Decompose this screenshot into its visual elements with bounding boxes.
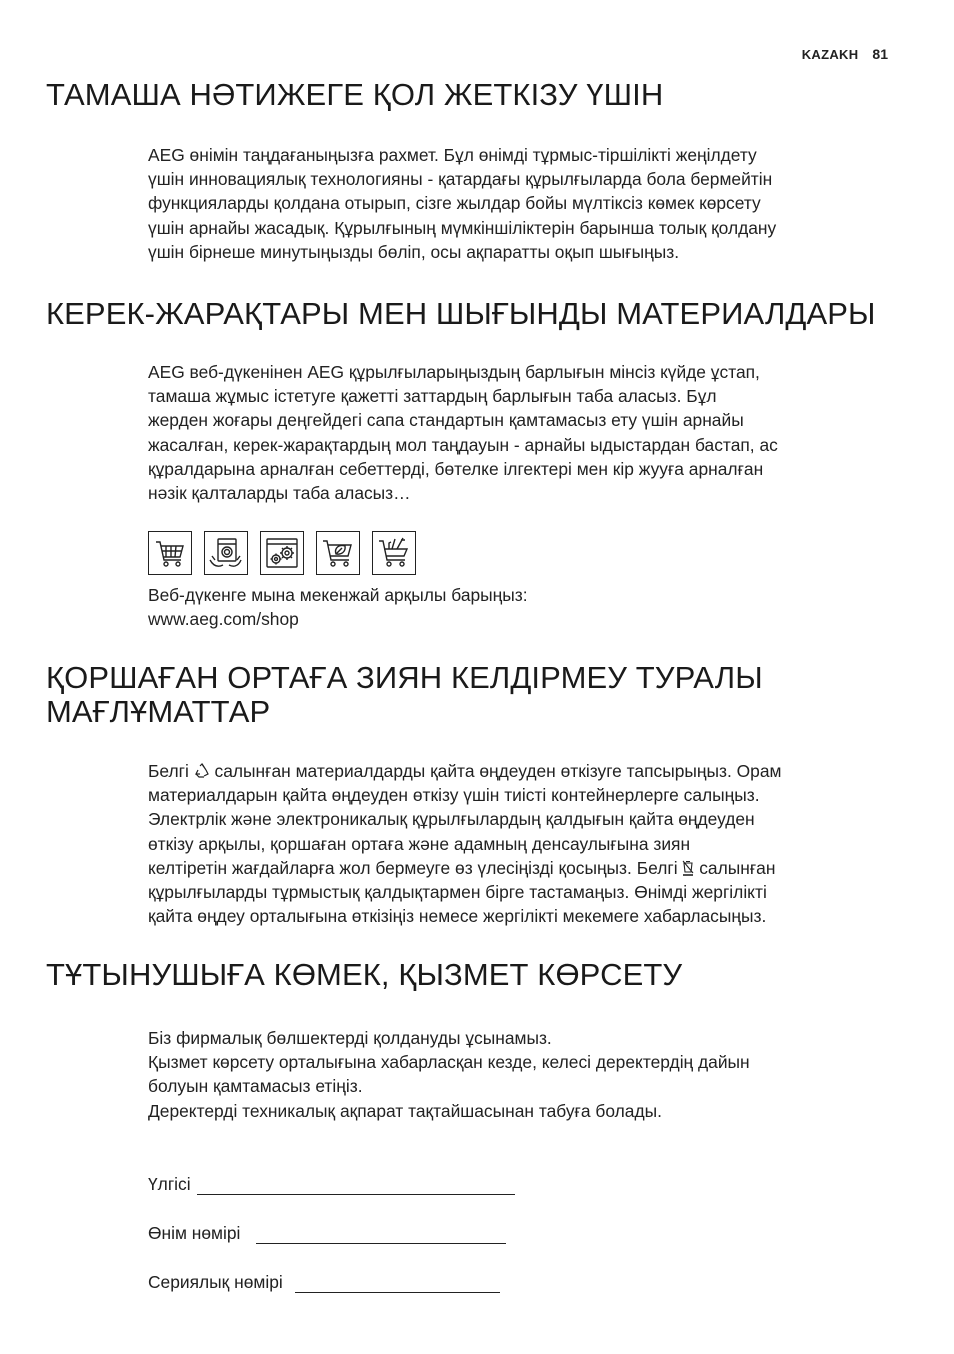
product-number-input-line[interactable] <box>256 1223 506 1244</box>
language-label: KAZAKH <box>801 47 859 62</box>
product-number-field <box>148 1223 506 1244</box>
text-line: келтіретін жағдайларға жол бермеуге өз үлесіңізді қосыңыз. Белгі салынған <box>148 857 776 878</box>
page-header <box>802 46 888 62</box>
text-line: өткізу арқылы, қоршаған ортаға және адамның денсаулығына зиян <box>148 833 691 854</box>
text-line: Біз фирмалық бөлшектерді қолдануды ұсынамыз. <box>148 1028 552 1048</box>
section-text-environment <box>148 759 898 928</box>
text-line: қайта өңдеу орталығына өткізіңіз немесе жергілікті мекемеге хабарласыңыз. <box>148 906 767 927</box>
recycle-icon <box>194 763 210 779</box>
text-line: Қызмет көрсету орталығына хабарласқан кезде, келесі деректердің дайын <box>148 1052 750 1073</box>
section-heading-environment <box>46 661 763 729</box>
section-heading-customer-care: ТҰТЫНУШЫҒА КӨМЕК, ҚЫЗМЕТ КӨРСЕТУ <box>46 957 683 992</box>
text-line: үшін инновациялық технологияны - қатардағы құрылғыларда бола бермейтін <box>148 169 773 190</box>
text-line: Электрлік және электроникалық құрылғылардың қалдығын қайта өңдеуден <box>148 809 755 830</box>
shopping-cart-icon <box>148 531 192 575</box>
section-heading-results: ТАМАША НӘТИЖЕГЕ ҚОЛ ЖЕТКІЗУ ҮШІН <box>46 77 664 112</box>
text-line: Деректерді техникалық ақпарат тақтайшасынан табуға болады. <box>148 1100 662 1121</box>
field-label: Сериялық нөмірі <box>148 1272 283 1292</box>
heading-line: МАҒЛҰМАТТАР <box>46 694 271 729</box>
page-number: 81 <box>872 46 888 62</box>
gears-cart-icon <box>260 531 304 575</box>
tools-cart-icon <box>372 531 416 575</box>
serial-number-input-line[interactable] <box>295 1272 500 1293</box>
text-line: жерден жоғары деңгейдегі сапа стандартын қамтамасыз ету үшін арнайы <box>148 410 744 431</box>
text-line: жасалған, керек-жарақтардың мол таңдауын - арнайы ыдыстардан бастап, ас <box>148 434 778 455</box>
text-line: AEG өнімін таңдағаныңызға рахмет. Бұл өнімді тұрмыс-тіршілікті жеңілдету <box>148 145 757 165</box>
shop-icons <box>148 531 416 575</box>
shop-info <box>148 583 898 631</box>
leaf-cart-icon <box>316 531 360 575</box>
serial-number-field <box>148 1272 500 1293</box>
section-text-customer-care <box>148 1026 898 1123</box>
section-text-accessories <box>148 360 898 505</box>
text-line: материалдарын қайта өңдеуден өткізу үшін тиісті контейнерлерге салыңыз. <box>148 785 760 806</box>
section-text-results <box>148 143 898 264</box>
text-line: функцияларды қолдана отырып, сізге жылдар бойы мүлтіксіз көмек көрсету <box>148 193 761 214</box>
field-label: Үлгісі <box>148 1174 191 1194</box>
field-label: Өнім нөмірі <box>148 1223 241 1243</box>
text-line: нәзік қалталарды таба аласыз… <box>148 483 411 504</box>
text-line: үшін бірнеше минутыңызды бөліп, осы ақпаратты оқып шығыңыз. <box>148 241 680 262</box>
text-line: үшін арнайы жасадық. Құрылғының мүмкіншіліктерін барынша толық қолдану <box>148 217 777 238</box>
crossed-bin-icon <box>682 860 694 876</box>
text-line: құрылғыларды тұрмыстық қалдықтармен бірге тастамаңыз. Өнімді жергілікті <box>148 882 767 903</box>
section-heading-accessories: КЕРЕК-ЖАРАҚТАРЫ МЕН ШЫҒЫНДЫ МАТЕРИАЛДАРЫ <box>46 296 876 331</box>
text-line: Белгі салынған материалдарды қайта өңдеуден өткізуге тапсырыңыз. Орам <box>148 761 782 781</box>
heading-line: ҚОРШАҒАН ОРТАҒА ЗИЯН КЕЛДІРМЕУ ТУРАЛЫ <box>46 660 763 695</box>
model-input-line[interactable] <box>197 1174 515 1195</box>
text-line: құралдарына арналған себеттерді, бөтелке ілгектері мен кір жууға арналған <box>148 458 764 479</box>
shop-instruction: Веб-дүкенге мына мекенжай арқылы барыңыз: <box>148 585 528 605</box>
model-field <box>148 1174 515 1195</box>
text-line: тамаша жұмыс істетуге қажетті заттардың барлығын таба аласыз. Бұл <box>148 386 717 407</box>
shop-url-link[interactable]: www.aeg.com/shop <box>148 609 299 630</box>
washing-machine-cart-icon <box>204 531 248 575</box>
text-line: болуын қамтамасыз етіңіз. <box>148 1076 363 1097</box>
text-line: AEG веб-дүкенінен AEG құрылғыларыңыздың барлығын мінсіз күйде ұстап, <box>148 362 760 382</box>
